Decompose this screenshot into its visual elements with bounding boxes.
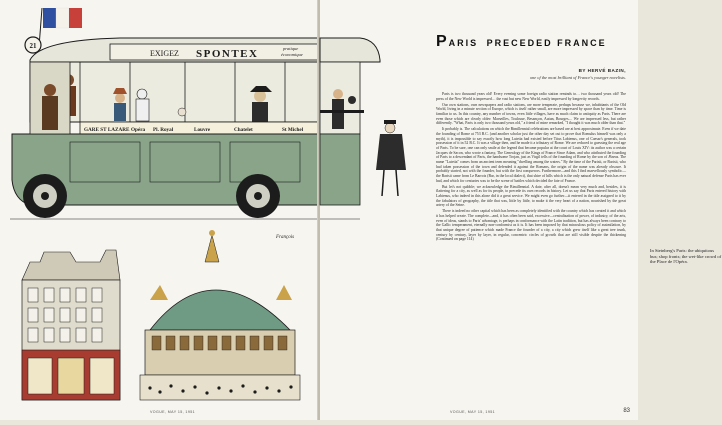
- destination-label: Louvre: [194, 127, 211, 133]
- body-paragraph: But let's not quibble; we acknowledge the Bimillennial. A date, after all, doesn't mean very much and, besides, it is flattering for a city, as well as for its people, to precede its own records in history. Let us say that Paris entered history with Labienus, who indeed in this alone did it a great service. We might even go further—it entered in the title assigned to it by the fabulators of geography, the title that was, little by little, to make it the very heart of a nation, nourished by the great artery of the Seine.: [436, 184, 626, 208]
- left-footer: VOGUE, MAY 15, 1951: [150, 410, 196, 414]
- byline: BY HERVÉ BAZIN,: [578, 68, 626, 73]
- byline-subtitle: one of the most brilliant of France's younger novelists.: [529, 75, 626, 80]
- destination-label: Opéra: [131, 127, 146, 133]
- destination-label: Pl. Royal: [153, 127, 174, 133]
- title-rest: ARIS: [448, 38, 479, 48]
- opera-house-illustration: [140, 230, 300, 400]
- right-page: [320, 0, 722, 420]
- building-illustration: [22, 250, 120, 400]
- title-suffix: PRECEDED FRANCE: [486, 38, 607, 48]
- page-number: 83: [623, 408, 630, 414]
- body-paragraph: There is indeed no other capital which has been as completely identified with the country which has created it and which it has helped create. The complete—and, it has often been said, excessive—centralization of power, of industry, of the arts, even of ideas, stands to Paris' advantage, is perhaps in conformance with the Latin tradition, but has always been contrary to the Gallic temperament, eternally non-conformist as it is. It has been imposed by that miraculous policy of assimilation, by that unique degree of patience which made France the founder of a city, a city which grew itself like a great tree trunk, century by century, layer by layer, in regular, concentric circles of growth that are still visible despite the thickening (Continued on page 114): [436, 209, 626, 242]
- ad-right-line1: pratique: [283, 46, 299, 51]
- left-page: [0, 0, 318, 420]
- man-figure-illustration: [376, 120, 406, 196]
- wheel-icon: [236, 174, 280, 218]
- illustration-caption: In Steinberg's Paris: the ubiquitous bus; shop fronts; the wet-like crowd of the Place de l'Opéra.: [650, 248, 722, 265]
- article-title: [436, 33, 607, 51]
- route-number: 21: [29, 42, 37, 50]
- destination-label: St Michel: [282, 127, 304, 133]
- bus-rear-illustration: [320, 38, 380, 219]
- ad-right-line2: économique: [281, 52, 303, 57]
- body-paragraph: It probably is. The calculations on which the Bimillennial celebrations are based are at best approximate. Even if we date the founding of Rome at 753 B.C. (and another scholar just the other day set out to prove that Romulus himself was only a myth), it is impossible to say exactly how long Lutetia had existed before Titus Labienus, one of Caesar's generals, took possession of it in 52 B.C. It was a village then, and he made it a tributary of Rome. We are reduced to guessing the real age of Paris. To be sure, one can only smile at the legend that became popular at the court of Louis XIV: its author was a certain Jacques de Sacon, who wrote a fantasy, The Genealogy of the Kings of France Since Adam, and who attributed the founding of Paris to a descendant of Paris, the handsome Trojan, just as Virgil tells of the founding of Rome by the son of Æneas. The name "Lutetia" comes from an ancient term meaning "dwelling among the waters." By the time of the Parisii, or Barisii, who had taken possession of the town and defended it against the Romans, the origin of the name was already obscure. It probably started, not with the founder, but with the first conquerors. Furthermore—and this I find marvellously symbolic—the Barisii came from Le Barrois (Bar, in the local dialect), that shire of hills which is the only natural defense Paris has ever had, and which for centuries was to be the scene of battles which decided the fate of France.: [436, 127, 626, 183]
- ad-left-text: EXIGEZ: [150, 49, 179, 58]
- right-footer: VOGUE, MAY 15, 1951: [450, 410, 496, 414]
- destination-label: GARE ST LAZARE: [84, 127, 130, 133]
- title-first-letter: P: [436, 33, 449, 50]
- destination-label: Chatelet: [234, 127, 253, 133]
- ad-brand-text: SPONTEX: [196, 48, 259, 60]
- body-paragraph: Paris is two thousand years old! Every evening some foreign radio station reminds to… two thousand years old! The press of the New World is impressed… the vast but new New World, easily impressed by longevity records.: [436, 92, 626, 101]
- illustrations-left: [0, 0, 318, 420]
- wheel-icon: [23, 174, 67, 218]
- article-body: [436, 92, 626, 402]
- artist-signature: François: [276, 235, 295, 240]
- body-paragraph: Our own stations, own newspapers and radio stations, are more temperate, perhaps because we, inhabitants of the Old World, living in a minute section of Europe, which is itself rather small, are more impressed by space than by time. Time is familiar to us. In this country, any number of towns, even little villages, have as much claim to antiquity as Paris. There are even those which are clearly older: Marseilles, Toulouse, Besançon, Autun, Bourges.... We are impressed less, but rather differently. "What, Paris is only two thousand years old," a friend of mine remarked, "I thought it was much older than that.": [436, 102, 626, 126]
